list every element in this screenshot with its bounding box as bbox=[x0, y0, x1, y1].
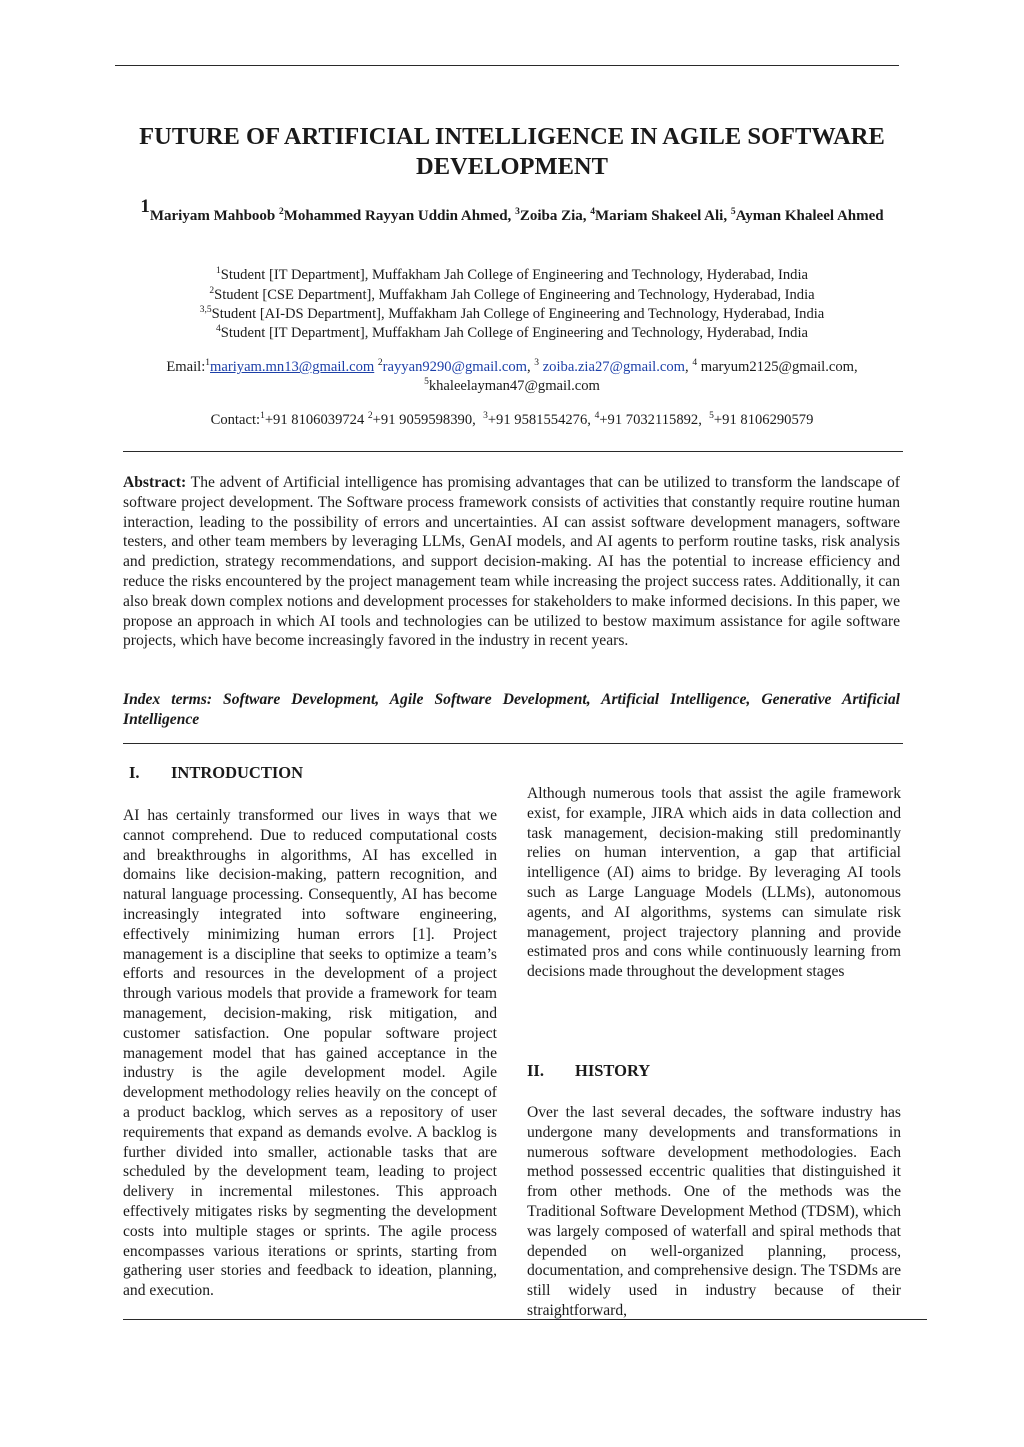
introduction-continuation: Although numerous tools that assist the agile framework exist, for example, JIRA which aids in data collection and task management, decision-making still predominantly relies on human intervention, a gap that artificial intelligence (AI) aims to bridge. By leveraging AI tools such as Large Language Models (LLMs), autonomous agents, and AI algorithms, systems can simulate risk management, project trajectory planning and provide estimated pros and cons while continuously learning from decisions made throughout the development stages bbox=[527, 785, 901, 981]
email-text: khaleelayman47@gmail.com bbox=[428, 378, 600, 394]
email-text: maryum2125@gmail.com, bbox=[700, 359, 858, 375]
affiliation-text: Student [CSE Department], Muffakham Jah College of Engineering and Technology, Hyderabad, India bbox=[214, 287, 815, 303]
author-number: 5 bbox=[730, 207, 736, 217]
affiliations bbox=[0, 266, 1024, 343]
section-heading-history bbox=[527, 1061, 651, 1081]
email-link[interactable]: rayyan9290@gmail.com bbox=[382, 359, 527, 375]
contact-sup: 2 bbox=[367, 411, 373, 421]
author-name: Mariyam Mahboob bbox=[149, 208, 276, 224]
author-number: 1 bbox=[140, 196, 150, 217]
affiliation-line bbox=[0, 324, 1024, 343]
title-line-1: FUTURE OF ARTIFICIAL INTELLIGENCE IN AGILE SOFTWARE bbox=[139, 123, 885, 150]
contact-number: +91 9059598390, bbox=[372, 412, 476, 428]
affiliation-text: Student [AI-DS Department], Muffakham Jah College of Engineering and Technology, Hyderabad, India bbox=[211, 306, 825, 322]
index-terms: Index terms: Software Development, Agile Software Development, Artificial Intelligence, Generative Artificial Intelligence bbox=[123, 691, 900, 728]
abstract bbox=[123, 473, 900, 651]
author-number: 2 bbox=[279, 207, 284, 217]
author-name: Zoiba Zia, bbox=[519, 208, 587, 224]
section-title: HISTORY bbox=[575, 1061, 651, 1080]
title-line-2: DEVELOPMENT bbox=[416, 153, 608, 180]
email-sup: 5 bbox=[424, 377, 429, 387]
section-title: INTRODUCTION bbox=[171, 763, 304, 782]
author-number: 3 bbox=[515, 207, 520, 217]
author-name: Ayman Khaleel Ahmed bbox=[735, 208, 884, 224]
abstract-text: The advent of Artificial intelligence has promising advantages that can be utilized to transform the landscape of software project development. The Software process framework consists of activities that constantly require routine human interaction, leading to the possibility of errors and uncertainties. AI can assist software development managers, software testers, and other team members by leveraging LLMs, GenAI models, and AI agents to perform routine tasks, risk analysis and prediction, strategy recommendations, and support decision-making. AI has the potential to increase efficiency and reduce the risks encountered by the project management team while increasing the project success rates. Additionally, it can also break down complex notions and development processes for stakeholders to make informed decisions. In this paper, we propose an approach in which AI tools and technologies can be utilized to bestow maximum assistance for agile software projects, which have become increasingly favored in the industry in recent years. bbox=[123, 474, 900, 650]
section-heading-introduction bbox=[129, 763, 304, 783]
email-sup: 2 bbox=[377, 358, 383, 368]
affiliation-sup: 4 bbox=[215, 324, 221, 334]
contact-sup: 3 bbox=[483, 411, 488, 421]
contact-number: +91 8106039724 bbox=[264, 412, 365, 428]
email-label: Email: bbox=[166, 359, 206, 375]
abstract-top-rule bbox=[123, 451, 903, 452]
email-sup: 4 bbox=[692, 358, 698, 368]
index-bottom-rule bbox=[123, 743, 903, 744]
contact-sup: 5 bbox=[709, 411, 714, 421]
contact-number: +91 9581554276, bbox=[487, 412, 591, 428]
introduction-body: AI has certainly transformed our lives in ways that we cannot comprehend. Due to reduced computational costs and breakthroughs in algorithms, AI has excelled in domains like decision-making, pattern recognition, and natural language processing. Consequently, AI has become increasingly integrated into software engineering, effectively minimizing human errors [1]. Project management is a discipline that seeks to optimize a team’s efforts and resources in the development of a project through various models that provide a framework for team management, decision-making, risk mitigation, and customer satisfaction. One popular software project management model that has gained acceptance in the industry is the agile development model. Agile development methodology relies heavily on the concept of a product backlog, which serves as a repository of user requirements that expand as demands evolve. A backlog is further divided into smaller, actionable tasks that are scheduled by the development team, leading to project delivery in incremental milestones. This approach effectively mitigates risks by segmenting the development costs into multiple stages or sprints. The agile process encompasses various iterations or sprints, starting from gathering user stories and feedback to ideation, planning, and execution. bbox=[123, 807, 497, 1300]
contact-sup: 4 bbox=[594, 411, 600, 421]
affiliation-line bbox=[0, 286, 1024, 305]
bottom-rule bbox=[123, 1319, 927, 1320]
email-line: Email:$^1$mariyam.mn13@gmail.com $^2$rayyan9290@gmail.com, $^3$ zoiba.zia27@gmail.com, $^4$ maryum2125@gmail.com, bbox=[166, 358, 858, 375]
contact-number: +91 8106290579 bbox=[713, 412, 814, 428]
author-name: Mohammed Rayyan Uddin Ahmed, bbox=[283, 208, 512, 224]
section-number: I. bbox=[129, 763, 140, 782]
affiliation-line bbox=[0, 266, 1024, 285]
author-name: Mariam Shakeel Ali, bbox=[595, 208, 728, 224]
affiliation-text: Student [IT Department], Muffakham Jah College of Engineering and Technology, Hyderabad, India bbox=[220, 267, 809, 283]
affiliation-sup: 1 bbox=[215, 266, 221, 276]
email-sup: 1 bbox=[205, 358, 211, 368]
history-body: Over the last several decades, the software industry has undergone many developments and transformations in numerous software development methodologies. Each method possessed eccentric qualities that distinguished it from other methods. One of the methods was the Traditional Software Development Method (TDSM), which was largely composed of waterfall and spiral methods that depended on well-organized planning, process, documentation, and comprehensive design. The TSDMs are still widely used in industry because of their straightforward, bbox=[527, 1104, 901, 1319]
email-link[interactable]: mariyam.mn13@gmail.com bbox=[210, 359, 375, 375]
top-rule bbox=[115, 65, 899, 66]
email-sup: 3 bbox=[534, 358, 540, 368]
abstract-label: Abstract: bbox=[123, 474, 187, 491]
email-line bbox=[0, 377, 1024, 396]
email-block bbox=[0, 358, 1024, 396]
contact-sup: 1 bbox=[260, 411, 265, 421]
affiliation-sup: 2 bbox=[209, 286, 215, 296]
section-number: II. bbox=[527, 1061, 544, 1080]
contact-number: +91 7032115892, bbox=[599, 412, 702, 428]
author-list bbox=[0, 196, 1024, 225]
author-number: 4 bbox=[590, 207, 595, 217]
contact-line bbox=[0, 411, 1024, 430]
affiliation-sup: 3,5 bbox=[199, 305, 212, 315]
affiliation-line bbox=[0, 305, 1024, 324]
email-link[interactable]: zoiba.zia27@gmail.com bbox=[542, 359, 686, 375]
paper-title bbox=[0, 122, 1024, 182]
contact-label: Contact: bbox=[210, 412, 261, 428]
affiliation-text: Student [IT Department], Muffakham Jah College of Engineering and Technology, Hyderabad, India bbox=[220, 325, 809, 341]
